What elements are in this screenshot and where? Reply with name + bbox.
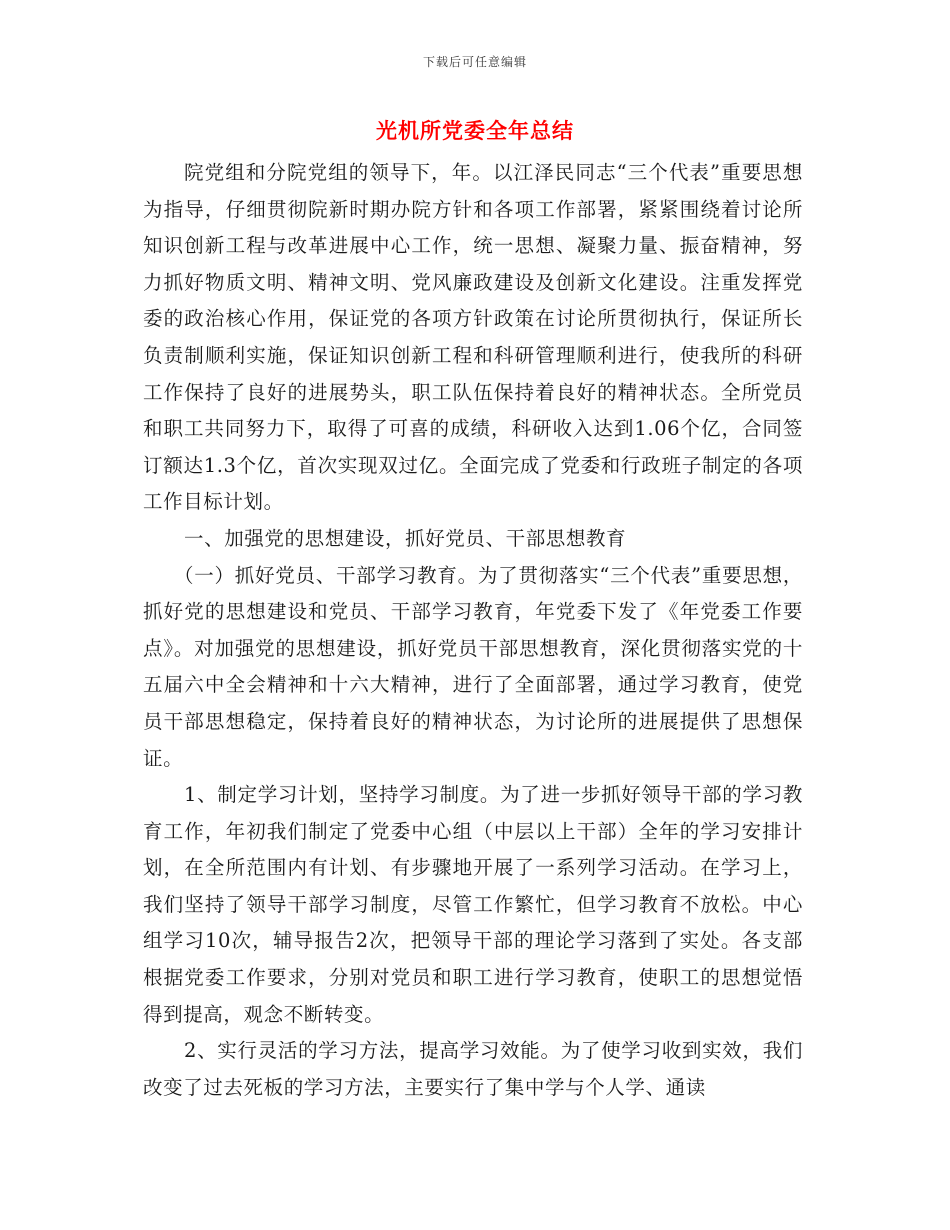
page-header-note: 下载后可任意编辑 — [422, 55, 527, 69]
paragraph-item-1: 1、制定学习计划，坚持学习制度。为了进一步抓好领导干部的学习教育工作，年初我们制定了党委中心组（中层以上干部）全年的学习安排计划，在全所范围内有计划、有步骤地开展了一系列学习活动。在学习上，我们坚持了领导干部学习制度，尽管工作繁忙，但学习教育不放松。中心组学习10次，辅导报告2次，把领导干部的理论学习落到了实处。各支部根据党委工作要求，分别对党员和职工进行学习教育，使职工的思想觉悟得到提高，观念不断转变。 — [143, 783, 803, 1026]
section-heading: 一、加强党的思想建设，抓好党员、干部思想教育 — [184, 526, 627, 550]
document-body — [143, 155, 803, 1106]
paragraph-intro: 院党组和分院党组的领导下，年。以江泽民同志“三个代表”重要思想为指导，仔细贯彻院新时期办院方针和各项工作部署，紧紧围绕着讨论所知识创新工程与改革进展中心工作，统一思想、凝聚力量、振奋精神，努力抓好物质文明、精神文明、党风廉政建设及创新文化建设。注重发挥党委的政治核心作用，保证党的各项方针政策在讨论所贯彻执行，保证所长负责制顺利实施，保证知识创新工程和科研管理顺利进行，使我所的科研工作保持了良好的进展势头，职工队伍保持着良好的精神状态。全所党员和职工共同努力下，取得了可喜的成绩，科研收入达到1.06个亿，合同签订额达1.3个亿，首次实现双过亿。全面完成了党委和行政班子制定的各项工作目标计划。 — [143, 161, 803, 514]
subsection-paragraph: （一）抓好党员、干部学习教育。为了贯彻落实“三个代表”重要思想，抓好党的思想建设和党员、干部学习教育，年党委下发了《年党委工作要点》。对加强党的思想建设，抓好党员干部思想教育，深化贯彻落实党的十五届六中全会精神和十六大精神，进行了全面部署，通过学习教育，使党员干部思想稳定，保持着良好的精神状态，为讨论所的进展提供了思想保证。 — [143, 563, 803, 770]
document-title: 光机所党委全年总结 — [376, 118, 574, 143]
paragraph-item-2: 2、实行灵活的学习方法，提高学习效能。为了使学习收到实效，我们改变了过去死板的学习方法，主要实行了集中学与个人学、通读 — [143, 1039, 803, 1099]
